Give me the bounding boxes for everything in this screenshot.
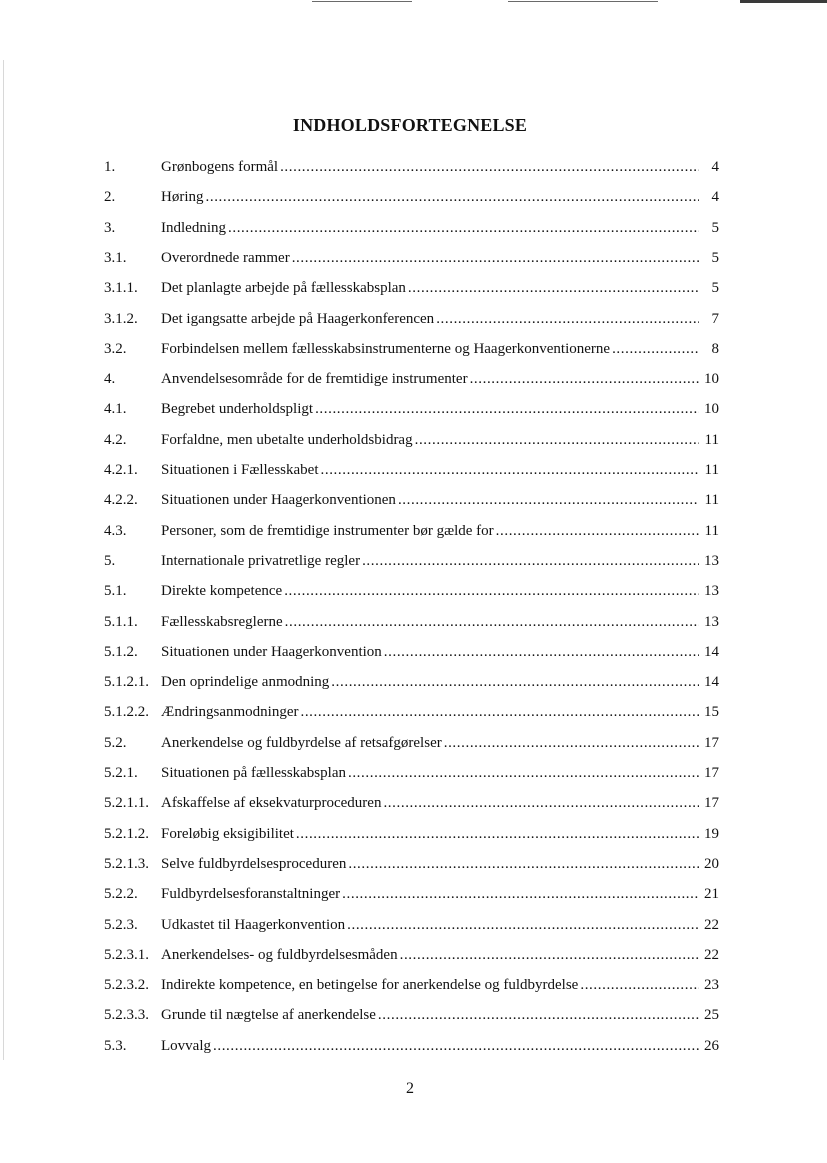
toc-entry-number: 4.2.1.: [104, 462, 138, 478]
toc-dot-leader: [378, 1002, 699, 1028]
toc-entry-page: 10: [704, 401, 719, 418]
toc-entry[interactable]: [0, 942, 827, 968]
toc-entry[interactable]: [0, 821, 827, 847]
toc-entry-line: [161, 1033, 719, 1059]
toc-dot-leader: [292, 245, 699, 271]
toc-entry-page: 13: [704, 583, 719, 600]
toc-entry-line: [161, 912, 719, 938]
toc-entry-title: Fællesskabsreglerne: [161, 613, 283, 630]
toc-entry-page: 10: [704, 371, 719, 388]
toc-entry-page: 7: [711, 310, 719, 327]
toc-entry[interactable]: [0, 336, 827, 362]
toc-dot-leader: [612, 336, 699, 362]
toc-entry-title: Høring: [161, 189, 204, 206]
toc-entry[interactable]: [0, 730, 827, 756]
toc-entry-number: 4.2.: [104, 431, 127, 448]
toc-entry-line: [161, 609, 719, 635]
toc-dot-leader: [331, 669, 699, 695]
toc-entry-title: Det igangsatte arbejde på Haagerkonferencen: [161, 310, 435, 327]
toc-entry-title: Afskaffelse af eksekvaturproceduren: [161, 795, 382, 812]
toc-entry[interactable]: [0, 396, 827, 422]
toc-dot-leader: [415, 427, 699, 453]
toc-dot-leader: [284, 578, 699, 604]
toc-entry-title: Forbindelsen mellem fællesskabsinstrumenterne og Haagerkonventionerne: [161, 340, 611, 357]
toc-dot-leader: [280, 154, 699, 180]
toc-entry-line: [161, 881, 719, 907]
page-title: INDHOLDSFORTEGNELSE: [292, 115, 528, 135]
toc-entry-line: [161, 487, 719, 513]
toc-entry-page: 26: [704, 1037, 719, 1054]
toc-entry-page: 4: [711, 159, 719, 175]
toc-entry-line: [161, 851, 719, 877]
toc-dot-leader: [342, 881, 699, 907]
toc-entry-title: Ændringsanmodninger: [161, 704, 299, 721]
toc-entry-page: 4: [711, 189, 719, 206]
toc-entry-line: [161, 790, 719, 816]
toc-entry-line: [161, 366, 719, 392]
toc-entry[interactable]: [0, 669, 827, 695]
toc-entry-number: 3.1.1.: [104, 280, 138, 297]
toc-entry-page: 17: [704, 765, 719, 781]
toc-dot-leader: [384, 639, 699, 665]
toc-entry-line: [161, 184, 719, 210]
toc-dot-leader: [400, 942, 699, 968]
toc-dot-leader: [362, 548, 699, 574]
toc-dot-leader: [398, 487, 699, 513]
toc-entry-line: [161, 760, 719, 786]
toc-entry-page: 19: [704, 825, 719, 842]
toc-entry-page: 17: [704, 795, 719, 812]
toc-entry-title: Situationen under Haagerkonventionen: [161, 492, 396, 509]
toc-entry-page: 14: [704, 674, 719, 691]
toc-dot-leader: [444, 730, 699, 756]
toc-entry-line: [161, 548, 719, 574]
toc-entry-number: 5.2.1.3.: [104, 855, 149, 872]
toc-entry[interactable]: [0, 184, 827, 210]
toc-entry[interactable]: [0, 518, 827, 544]
toc-entry-number: 5.2.3.3.: [104, 1007, 149, 1024]
toc-entry-title: Grunde til nægtelse af anerkendelse: [161, 1007, 376, 1024]
toc-entry-number: 5.2.1.: [104, 765, 138, 781]
toc-entry-line: [161, 578, 719, 604]
toc-entry-title: Fuldbyrdelsesforanstaltninger: [161, 886, 341, 903]
toc-dot-leader: [347, 912, 699, 938]
toc-entry-number: 5.1.2.: [104, 643, 138, 660]
toc-entry-line: [161, 245, 719, 271]
toc-entry-page: 8: [711, 340, 719, 357]
toc-entry-page: 17: [704, 734, 719, 751]
toc-entry-page: 5: [711, 219, 719, 236]
toc-entry-number: 5.2.1.1.: [104, 795, 149, 812]
toc-entry[interactable]: [0, 457, 827, 483]
toc-entry-title: Begrebet underholdspligt: [161, 401, 314, 418]
toc-entry-title: Den oprindelige anmodning: [161, 674, 330, 691]
toc-entry-page: 13: [704, 613, 719, 630]
toc-entry-line: [161, 669, 719, 695]
toc-entry-number: 5.1.: [104, 583, 127, 600]
toc-entry-page: 22: [704, 946, 719, 963]
toc-entry-title: Selve fuldbyrdelsesproceduren: [161, 855, 347, 872]
toc-entry-number: 5.2.: [104, 734, 127, 751]
toc-entry-page: 21: [704, 886, 719, 903]
toc-entry[interactable]: [0, 639, 827, 665]
toc-entry-title: Anerkendelses- og fuldbyrdelsesmåden: [161, 946, 398, 963]
toc-dot-leader: [315, 396, 699, 422]
toc-entry-line: [161, 821, 719, 847]
toc-entry-line: [161, 215, 719, 241]
toc-dot-leader: [296, 821, 699, 847]
toc-entry-title: Situationen i Fællesskabet: [161, 462, 319, 478]
toc-dot-leader: [206, 184, 700, 210]
toc-entry-title: Lovvalg: [161, 1037, 211, 1054]
toc-dot-leader: [285, 609, 699, 635]
toc-entry-title: Grønbogens formål: [161, 159, 279, 175]
toc-entry-title: Overordnede rammer: [161, 249, 290, 266]
toc-entry-page: 11: [704, 431, 719, 448]
toc-dot-leader: [348, 851, 699, 877]
toc-entry[interactable]: [0, 609, 827, 635]
toc-entry[interactable]: [0, 1033, 827, 1059]
toc-entry-page: 14: [704, 643, 719, 660]
toc-entry-line: [161, 154, 719, 180]
toc-entry-number: 3.: [104, 219, 116, 236]
toc-entry-title: Situationen under Haagerkonvention: [161, 643, 382, 660]
toc-entry-line: [161, 275, 719, 301]
toc-entry[interactable]: [0, 912, 827, 938]
toc-dot-leader: [300, 699, 699, 725]
toc-entry[interactable]: [0, 1002, 827, 1028]
toc-entry-line: [161, 396, 719, 422]
toc-entry-title: Anerkendelse og fuldbyrdelse af retsafgørelser: [161, 734, 442, 751]
toc-entry[interactable]: [0, 578, 827, 604]
toc-entry-line: [161, 942, 719, 968]
scan-artifact-line: [312, 1, 412, 2]
toc-entry[interactable]: [0, 366, 827, 392]
toc-entry-page: 5: [711, 280, 719, 297]
toc-dot-leader: [228, 215, 699, 241]
toc-entry-title: Direkte kompetence: [161, 583, 283, 600]
toc-entry-number: 5.2.3.: [104, 916, 138, 933]
toc-entry[interactable]: [0, 215, 827, 241]
toc-entry[interactable]: [0, 306, 827, 332]
toc-entry-line: [161, 730, 719, 756]
scan-artifact-line: [740, 0, 827, 3]
toc-entry-number: 4.1.: [104, 401, 127, 418]
toc-entry-page: 11: [704, 492, 719, 509]
toc-entry-title: Udkastet til Haagerkonvention: [161, 916, 346, 933]
toc-entry[interactable]: [0, 699, 827, 725]
toc-entry-number: 3.1.: [104, 249, 127, 266]
toc-entry-title: Foreløbig eksigibilitet: [161, 825, 294, 842]
toc-entry-line: [161, 1002, 719, 1028]
toc-entry-title: Indirekte kompetence, en betingelse for anerkendelse og fuldbyrdelse: [161, 977, 579, 994]
toc-entry-page: 15: [704, 704, 719, 721]
toc-entry-title: Indledning: [161, 219, 226, 236]
toc-entry-line: [161, 639, 719, 665]
toc-entry-line: [161, 457, 719, 483]
toc-entry-line: [161, 306, 719, 332]
toc-entry-number: 5.: [104, 552, 116, 569]
toc-entry[interactable]: [0, 790, 827, 816]
toc-entry-page: 23: [704, 977, 719, 994]
toc-entry-number: 5.2.1.2.: [104, 825, 149, 842]
toc-entry-title: Det planlagte arbejde på fællesskabsplan: [161, 280, 406, 297]
toc-entry-line: [161, 336, 719, 362]
toc-entry-title: Personer, som de fremtidige instrumenter bør gælde for: [161, 522, 494, 539]
toc-entry-number: 3.1.2.: [104, 310, 138, 327]
toc-dot-leader: [348, 760, 699, 786]
toc-entry-page: 22: [704, 916, 719, 933]
toc-entry-number: 5.1.2.2.: [104, 704, 149, 721]
toc-entry-number: 3.2.: [104, 340, 127, 357]
toc-dot-leader: [580, 972, 699, 998]
toc-entry-number: 5.1.2.1.: [104, 674, 149, 691]
toc-dot-leader: [383, 790, 699, 816]
toc-entry-line: [161, 518, 719, 544]
toc-entry-number: 2.: [104, 189, 116, 206]
toc-dot-leader: [496, 518, 699, 544]
toc-entry[interactable]: [0, 487, 827, 513]
toc-entry-number: 4.3.: [104, 522, 127, 539]
toc-entry[interactable]: [0, 548, 827, 574]
toc-entry-line: [161, 972, 719, 998]
toc-entry-title: Anvendelsesområde for de fremtidige instrumenter: [161, 371, 468, 388]
toc-entry-page: 5: [711, 249, 719, 266]
toc-entry-number: 5.2.3.1.: [104, 946, 149, 963]
toc-dot-leader: [470, 366, 699, 392]
toc-entry[interactable]: [0, 427, 827, 453]
toc-entry[interactable]: [0, 972, 827, 998]
toc-entry-line: [161, 427, 719, 453]
toc-entry-page: 13: [704, 552, 719, 569]
toc-entry-number: 5.1.1.: [104, 613, 138, 630]
toc-entry[interactable]: [0, 154, 827, 180]
toc-entry-page: 20: [704, 855, 719, 872]
toc-entry-number: 4.2.2.: [104, 492, 138, 509]
toc-entry-number: 5.2.3.2.: [104, 977, 149, 994]
toc-entry-page: 11: [704, 522, 719, 539]
toc-entry-title: Situationen på fællesskabsplan: [161, 765, 346, 781]
toc-entry-number: 5.3.: [104, 1037, 127, 1054]
toc-entry-number: 5.2.2.: [104, 886, 138, 903]
toc-dot-leader: [436, 306, 699, 332]
toc-entry[interactable]: [0, 851, 827, 877]
toc-dot-leader: [408, 275, 699, 301]
toc-entry[interactable]: [0, 275, 827, 301]
toc-entry[interactable]: [0, 760, 827, 786]
toc-entry-number: 1.: [104, 159, 116, 175]
toc-entry-title: Forfaldne, men ubetalte underholdsbidrag: [161, 431, 413, 448]
toc-dot-leader: [213, 1033, 699, 1059]
toc-dot-leader: [321, 457, 700, 483]
page-number: 2: [406, 1080, 414, 1097]
toc-entry[interactable]: [0, 245, 827, 271]
toc-entry-title: Internationale privatretlige regler: [161, 552, 361, 569]
toc-entry[interactable]: [0, 881, 827, 907]
toc-entry-number: 4.: [104, 371, 116, 388]
toc-entry-page: 25: [704, 1007, 719, 1024]
scan-artifact-line: [508, 1, 658, 2]
toc-entry-line: [161, 699, 719, 725]
toc-entry-page: 11: [704, 462, 719, 478]
